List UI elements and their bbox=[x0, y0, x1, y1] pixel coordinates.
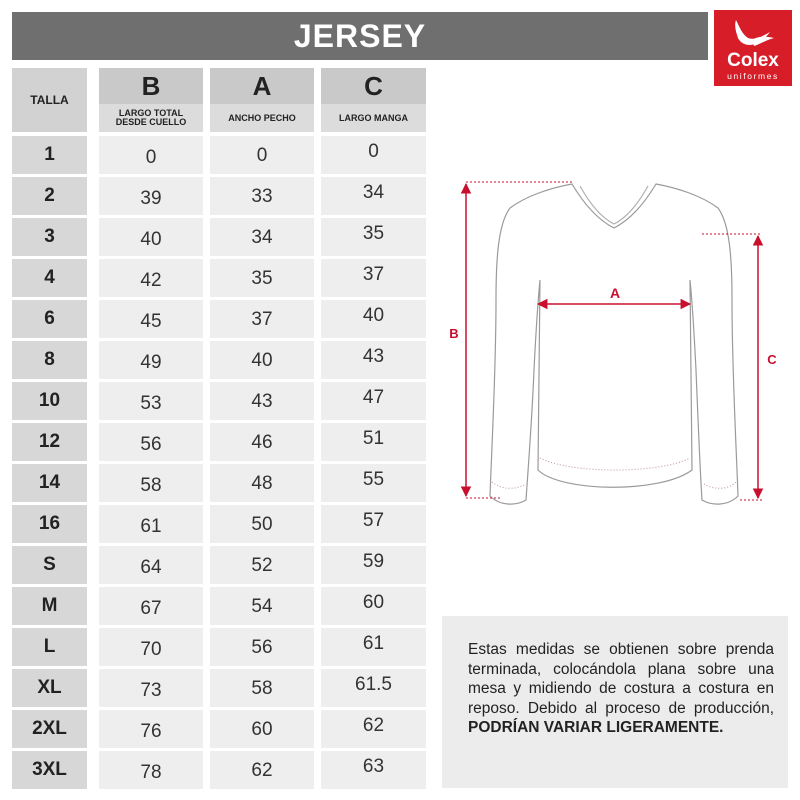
value-b: 70 bbox=[99, 628, 203, 666]
value-c: 47 bbox=[321, 382, 426, 420]
talla-cell: 16 bbox=[12, 505, 87, 543]
table-row bbox=[12, 423, 426, 461]
table-row bbox=[12, 628, 426, 666]
value-a: 62 bbox=[210, 751, 314, 789]
bird-icon bbox=[728, 18, 778, 56]
header-letter-c: C bbox=[364, 70, 383, 101]
value-c: 59 bbox=[321, 546, 426, 584]
value-a: 43 bbox=[210, 382, 314, 420]
value-a: 54 bbox=[210, 587, 314, 625]
brand-name: Colex bbox=[727, 50, 779, 71]
header-letter-b: B bbox=[141, 70, 161, 101]
value-a: 60 bbox=[210, 710, 314, 748]
value-b: 0 bbox=[99, 136, 203, 174]
value-a: 56 bbox=[210, 628, 314, 666]
value-b: 73 bbox=[99, 669, 203, 707]
table-row bbox=[12, 669, 426, 707]
value-c: 62 bbox=[321, 710, 426, 748]
header-label-a: ANCHO PECHO bbox=[210, 104, 314, 132]
value-b: 64 bbox=[99, 546, 203, 584]
table-row bbox=[12, 177, 426, 215]
value-a: 58 bbox=[210, 669, 314, 707]
table-row bbox=[12, 587, 426, 625]
value-c: 61.5 bbox=[321, 669, 426, 707]
value-b: 67 bbox=[99, 587, 203, 625]
table-row bbox=[12, 546, 426, 584]
measure-label-b: B bbox=[449, 326, 459, 341]
brand-logo bbox=[714, 10, 792, 86]
table-row bbox=[12, 464, 426, 502]
value-a: 50 bbox=[210, 505, 314, 543]
measure-label-c: C bbox=[767, 352, 777, 367]
value-a: 33 bbox=[210, 177, 314, 215]
table-row bbox=[12, 300, 426, 338]
header-col-a bbox=[210, 68, 314, 132]
value-c: 63 bbox=[321, 751, 426, 789]
value-c: 57 bbox=[321, 505, 426, 543]
value-b: 39 bbox=[99, 177, 203, 215]
jersey-outline bbox=[490, 184, 738, 504]
table-row bbox=[12, 259, 426, 297]
jersey-diagram bbox=[440, 170, 790, 520]
value-c: 37 bbox=[321, 259, 426, 297]
header-letter-a: A bbox=[252, 70, 272, 101]
value-a: 34 bbox=[210, 218, 314, 256]
talla-cell: 6 bbox=[12, 300, 87, 338]
value-c: 61 bbox=[321, 628, 426, 666]
value-b: 78 bbox=[99, 751, 203, 789]
value-a: 37 bbox=[210, 300, 314, 338]
talla-cell: 8 bbox=[12, 341, 87, 379]
talla-cell: S bbox=[12, 546, 87, 584]
talla-cell: 2 bbox=[12, 177, 87, 215]
table-row bbox=[12, 382, 426, 420]
value-c: 51 bbox=[321, 423, 426, 461]
value-b: 49 bbox=[99, 341, 203, 379]
header-col-c bbox=[321, 68, 426, 132]
talla-cell: 10 bbox=[12, 382, 87, 420]
measure-label-a: A bbox=[609, 285, 621, 301]
value-a: 40 bbox=[210, 341, 314, 379]
table-row bbox=[12, 751, 426, 789]
talla-cell: L bbox=[12, 628, 87, 666]
value-c: 55 bbox=[321, 464, 426, 502]
talla-cell: M bbox=[12, 587, 87, 625]
value-b: 56 bbox=[99, 423, 203, 461]
header-col-b bbox=[99, 68, 203, 132]
header-label-b: LARGO TOTAL DESDE CUELLO bbox=[99, 104, 203, 132]
table-row bbox=[12, 341, 426, 379]
page-title: JERSEY bbox=[293, 17, 427, 54]
table-row bbox=[12, 710, 426, 748]
measurement-note bbox=[442, 616, 788, 788]
value-c: 34 bbox=[321, 177, 426, 215]
talla-cell: 3XL bbox=[12, 751, 87, 789]
value-c: 60 bbox=[321, 587, 426, 625]
value-c: 43 bbox=[321, 341, 426, 379]
value-a: 46 bbox=[210, 423, 314, 461]
value-c: 40 bbox=[321, 300, 426, 338]
value-b: 45 bbox=[99, 300, 203, 338]
value-b: 61 bbox=[99, 505, 203, 543]
note-text: Estas medidas se obtienen sobre prenda terminada, colocándola plana sobre una mesa y midiendo de costura a costura en reposo. Debido al proceso de producción, PODRÍAN VARIAR LIGERAMENTE. bbox=[468, 641, 774, 736]
title-bar bbox=[12, 12, 708, 60]
value-b: 42 bbox=[99, 259, 203, 297]
value-a: 52 bbox=[210, 546, 314, 584]
value-b: 58 bbox=[99, 464, 203, 502]
table-row bbox=[12, 505, 426, 543]
note-warning: PODRÍAN VARIAR LIGERAMENTE. bbox=[468, 719, 724, 736]
talla-cell: 1 bbox=[12, 136, 87, 174]
brand-subtitle: uniformes bbox=[727, 71, 779, 81]
table-row bbox=[12, 218, 426, 256]
talla-cell: 4 bbox=[12, 259, 87, 297]
value-a: 48 bbox=[210, 464, 314, 502]
talla-cell: 14 bbox=[12, 464, 87, 502]
value-a: 0 bbox=[210, 136, 314, 174]
value-c: 0 bbox=[321, 136, 426, 174]
talla-cell: 12 bbox=[12, 423, 87, 461]
table-row bbox=[12, 136, 426, 174]
value-b: 40 bbox=[99, 218, 203, 256]
value-b: 76 bbox=[99, 710, 203, 748]
header-label-c: LARGO MANGA bbox=[321, 104, 426, 132]
value-a: 35 bbox=[210, 259, 314, 297]
talla-cell: 3 bbox=[12, 218, 87, 256]
value-c: 35 bbox=[321, 218, 426, 256]
value-b: 53 bbox=[99, 382, 203, 420]
talla-cell: XL bbox=[12, 669, 87, 707]
talla-cell: 2XL bbox=[12, 710, 87, 748]
header-talla: TALLA bbox=[12, 68, 87, 132]
